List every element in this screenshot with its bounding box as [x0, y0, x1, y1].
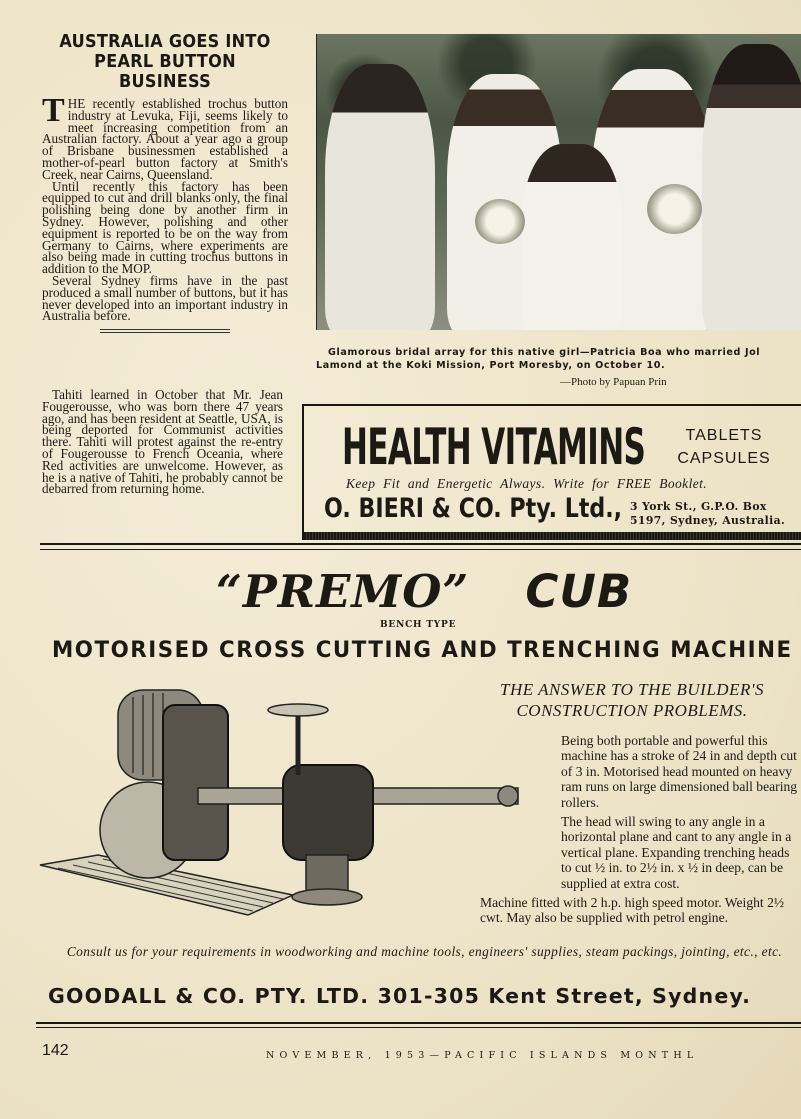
- tahiti-paragraph: Tahiti learned in October that Mr. Jean Fougerousse, who was born there 47 years ago, and has been resident at Seattle, USA, is being deported for Communist activities there. Tahiti will protest against the re-entry of Fougerousse to French Oceania, where Red activities are unwelcome. However, as he is a native of Tahiti, he probably cannot be debarred from returning home.: [42, 387, 283, 497]
- headline-line-2: PEARL BUTTON BUSINESS: [94, 52, 236, 92]
- article-paragraph-3: Several Sydney firms have in the past produced a small number of buttons, but it has never developed into an important industry in Australia before.: [42, 272, 288, 324]
- vitamins-forms: [674, 424, 774, 470]
- vitamins-tablets: TABLETS: [685, 427, 763, 444]
- photo-figure-girl: [522, 144, 622, 330]
- caption-line-2: Lamond at the Koki Mission, Port Moresby, on October 10.: [316, 360, 666, 371]
- wedding-photo: [316, 34, 801, 330]
- vitamins-address: [630, 500, 785, 528]
- address-line-1: 3 York St., G.P.O. Box: [630, 500, 767, 513]
- goodall-company: GOODALL & CO. PTY. LTD. 301-305 Kent Street, Sydney.: [48, 984, 752, 1008]
- premo-name: “PREMO”: [216, 565, 470, 618]
- vitamins-advert: [302, 404, 801, 540]
- magazine-footer: NOVEMBER, 1953—PACIFIC ISLANDS MONTHL: [266, 1050, 699, 1061]
- article-headline: [52, 32, 278, 92]
- article-paragraph-1: HE recently established trochus button industry at Levuka, Fiji, seems likely to meet increasing competition from an Australian factory. About a year ago a group of Brisbane businessmen established a mother-of-pearl button factory at Smith's Creek, near Cairns, Queensland.: [42, 96, 288, 182]
- machine-illustration: [38, 685, 523, 920]
- premo-title: [216, 565, 632, 618]
- premo-cub: CUB: [525, 565, 633, 618]
- description-paragraph-3: Machine fitted with 2 h.p. high speed motor. Weight 2½ cwt. May also be supplied with petrol engine.: [480, 895, 785, 926]
- photo-figure-groom-right: [702, 44, 801, 330]
- advert-border-band: [304, 532, 801, 540]
- vitamins-capsules: CAPSULES: [677, 450, 771, 467]
- vitamins-title: HEALTH VITAMINS: [342, 418, 646, 476]
- bench-type-label: BENCH TYPE: [380, 620, 457, 630]
- caption-line-1: Glamorous bridal array for this native girl—Patricia Boa who married Jol: [328, 347, 761, 358]
- vitamins-tagline: Keep Fit and Energetic Always. Write for FREE Booklet.: [346, 476, 708, 491]
- article-pearl-button: [42, 30, 288, 343]
- consult-line: Consult us for your requirements in woodworking and machine tools, engineers' supplies, steam packings, jointing, etc., etc.: [66, 944, 783, 959]
- machine-subtitle: MOTORISED CROSS CUTTING AND TRENCHING MACHINE: [52, 637, 793, 663]
- article-paragraph-2: Until recently this factory has been equipped to cut and drill blanks only, the final polishing being done by another firm in Sydney. However, polishing and other equipment is reported to be on the way from Germany to Cairns, where experiments are also being made in cutting trochus buttons in addition to the MOP.: [42, 178, 288, 277]
- page-number: 142: [42, 1042, 69, 1059]
- page-separator: [40, 543, 801, 550]
- description-paragraph-2: The head will swing to any angle in a horizontal plane and cant to any angle in a vertical plane. Expanding trenching heads to cut ½ in. to 2½ in. x ½ in deep, can be supplied at extra cost.: [561, 814, 792, 891]
- article-tahiti: [42, 389, 283, 495]
- answer-line-2: CONSTRUCTION PROBLEMS.: [516, 701, 748, 720]
- answer-heading: [477, 679, 787, 721]
- headline-line-1: AUSTRALIA GOES INTO: [59, 32, 271, 52]
- bottom-rule: [36, 1022, 801, 1024]
- photo-bouquet-left: [475, 199, 525, 244]
- photo-caption: [316, 346, 801, 372]
- machine-description: [480, 733, 801, 930]
- machine-guard-plate: [163, 705, 228, 860]
- address-line-2: 5197, Sydney, Australia.: [630, 514, 786, 527]
- photo-figure-groom-left: [325, 64, 435, 330]
- article-body: [42, 92, 288, 324]
- photo-credit: —Photo by Papuan Prin: [560, 376, 667, 388]
- machine-carriage: [283, 765, 373, 860]
- vitamins-company: O. BIERI & CO. Pty. Ltd.,: [324, 493, 623, 524]
- description-paragraph-1: Being both portable and powerful this machine has a stroke of 24 in and depth cut of 3 in. Motorised head mounted on heavy ram runs on large dimensioned ball bearing rollers.: [561, 733, 798, 810]
- drop-cap: T: [42, 92, 65, 129]
- bottom-rule-thin: [36, 1027, 801, 1028]
- section-divider: [100, 329, 230, 333]
- photo-bouquet-right: [647, 184, 702, 234]
- answer-line-1: THE ANSWER TO THE BUILDER'S: [500, 680, 764, 699]
